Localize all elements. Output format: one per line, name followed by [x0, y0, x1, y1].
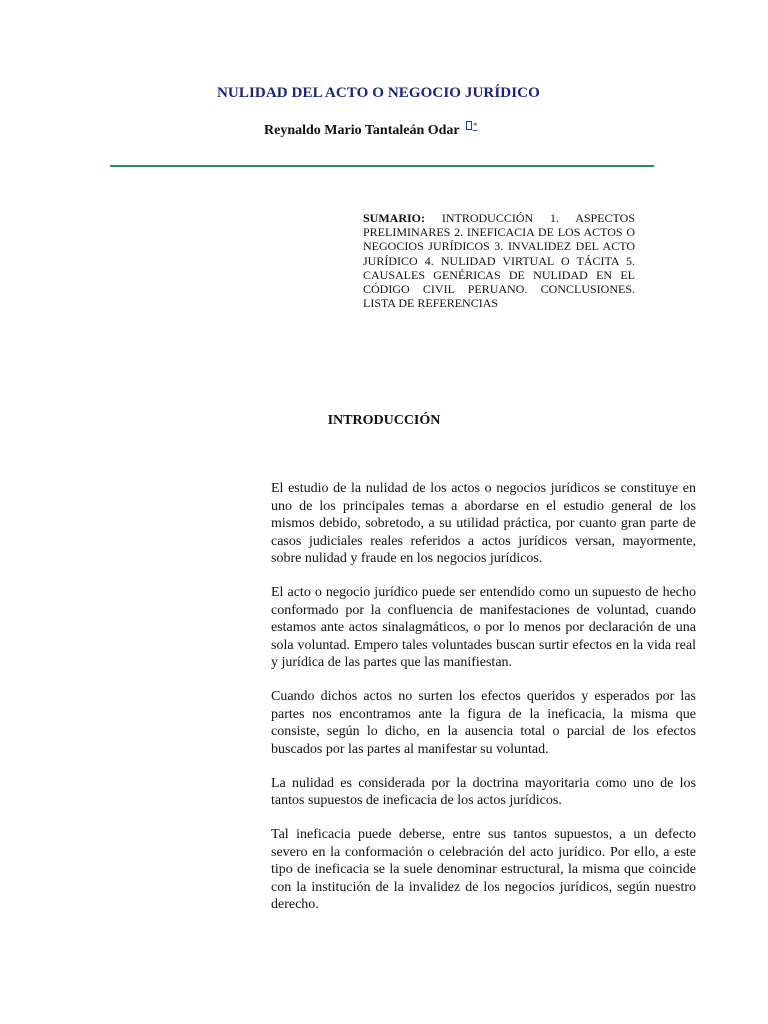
footnote-box-icon: [466, 121, 472, 130]
body-text: [271, 480, 696, 930]
header-divider: [110, 165, 654, 167]
author-name: Reynaldo Mario Tantaleán Odar: [264, 123, 460, 138]
footnote-link[interactable]: [466, 121, 478, 131]
summary-block: [363, 211, 635, 310]
summary-label: SUMARIO:: [363, 211, 425, 225]
paragraph: El acto o negocio jurídico puede ser entendido como un supuesto de hecho conformado por la confluencia de manifestaciones de voluntad, cuando estamos ante actos sinalagmáticos, o por lo menos por declaración de una sola voluntad. Empero tales voluntades buscan surtir efectos en la vida real y jurídica de las partes que las manifiestan.: [271, 585, 696, 670]
paragraph: El estudio de la nulidad de los actos o negocios jurídicos se constituye en uno de los principales temas a abordarse en el estudio general de los mismos debido, sobretodo, a su utilidad práctica, por cuanto gran parte de casos judiciales reales referidos a actos jurídicos versan, mayormente, sobre nulidad y fraude en los negocios jurídicos.: [271, 481, 696, 566]
summary-text: INTRODUCCIÓN 1. ASPECTOS PRELIMINARES 2. INEFICACIA DE LOS ACTOS O NEGOCIOS JURÍDICOS 3. INVALIDEZ DEL ACTO JURÍDICO 4. NULIDAD VIRTUAL O TÁCITA 5. CAUSALES GENÉRICAS DE NULIDAD EN EL CÓDIGO CIVIL PERUANO. CONCLUSIONES. LISTA DE REFERENCIAS: [363, 211, 635, 311]
paragraph: La nulidad es considerada por la doctrina mayoritaria como uno de los tantos supuestos de ineficacia de los actos jurídicos.: [271, 775, 696, 808]
paragraph: Cuando dichos actos no surten los efectos queridos y esperados por las partes nos encontramos ante la figura de la ineficacia, la misma que consiste, según lo dicho, en la ausencia total o parcial de los efectos buscados por las partes al manifestar su voluntad.: [271, 689, 696, 757]
footnote-marker-text: *: [472, 121, 478, 131]
document-title: NULIDAD DEL ACTO O NEGOCIO JURÍDICO: [217, 85, 540, 101]
author-line: [264, 121, 477, 139]
paragraph: Tal ineficacia puede deberse, entre sus tantos supuestos, a un defecto severo en la conformación o celebración del acto jurídico. Por ello, a este tipo de ineficacia se la suele denominar estructural, la misma que coincide con la institución de la invalidez de los negocios jurídicos, según nuestro derecho.: [271, 827, 696, 912]
section-heading: INTRODUCCIÓN: [327, 413, 441, 428]
